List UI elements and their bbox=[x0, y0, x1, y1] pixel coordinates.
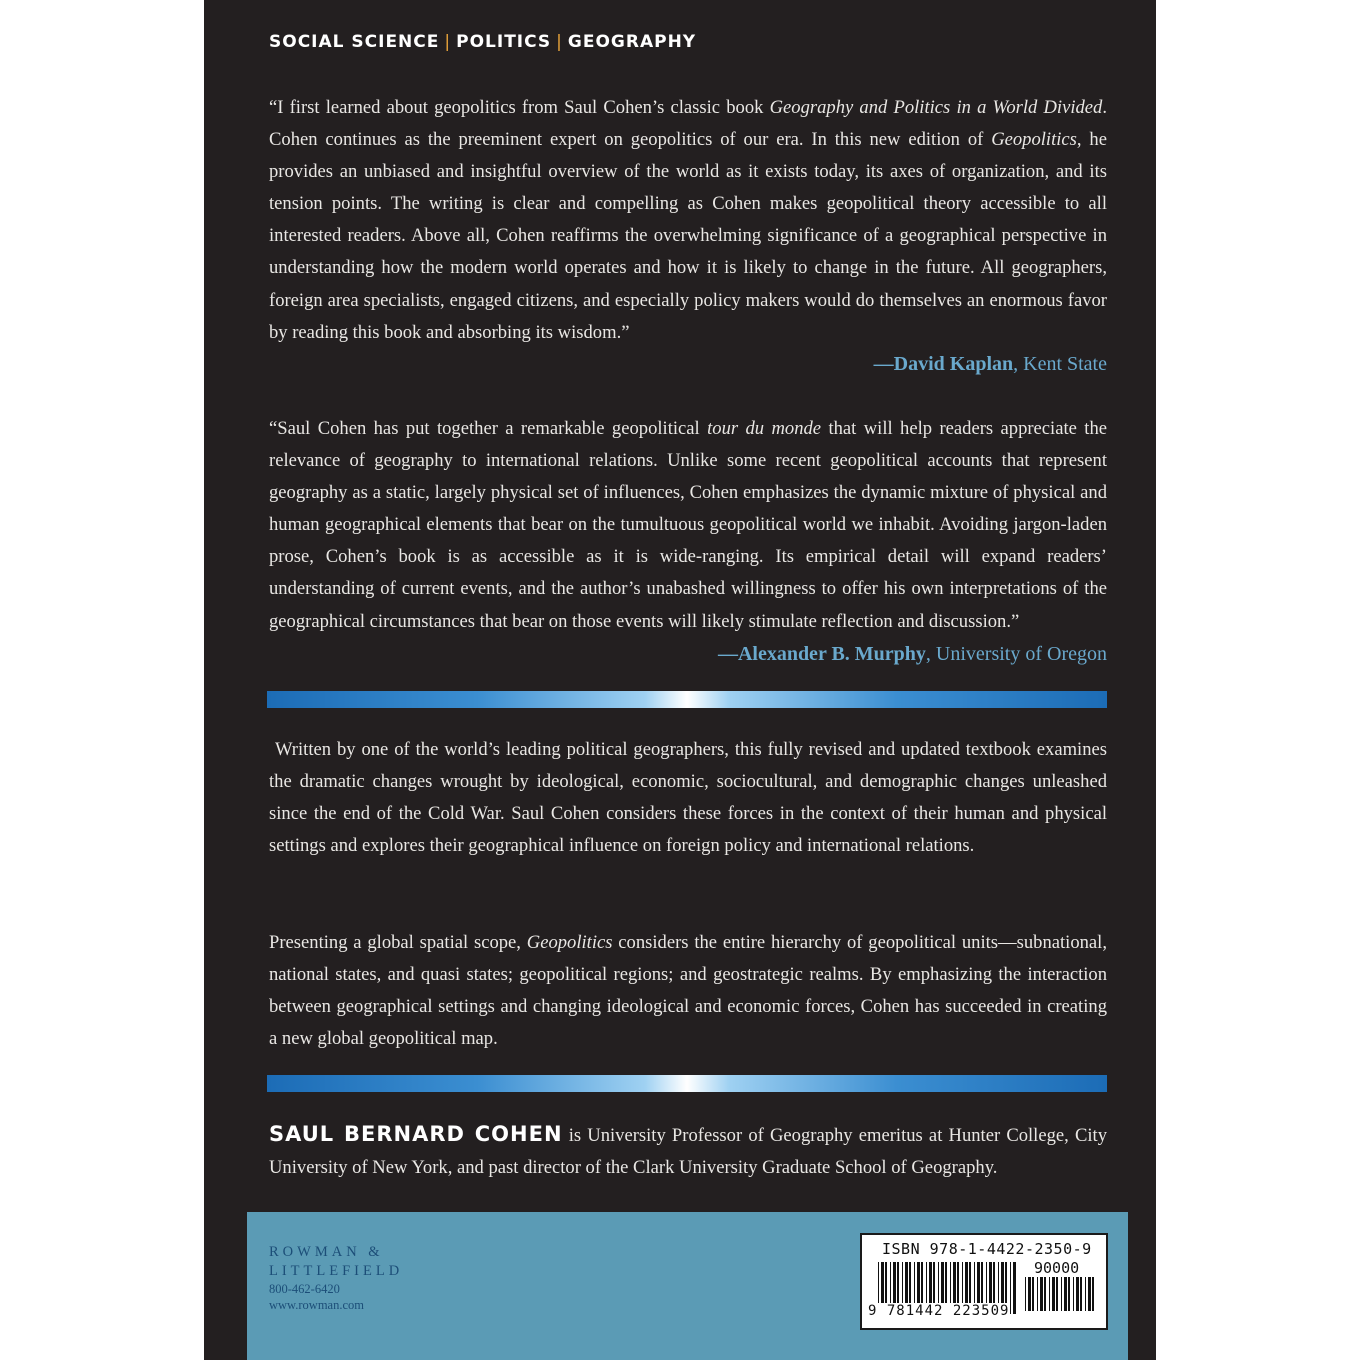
publisher-website: www.rowman.com bbox=[269, 1298, 365, 1312]
divider-gradient-bar bbox=[267, 691, 1107, 708]
price-code: 90000 bbox=[1034, 1259, 1080, 1277]
description-paragraph-2: Presenting a global spatial scope, Geopolitics considers the entire hierarchy of geopolitical units—subnational, national states, and quasi states; geopolitical regions; and geostrategic realms. By emphasizing the interaction between geographical settings and changing ideological and economic forces, Cohen has succeeded in creating a new global geopolitical map. bbox=[269, 932, 1107, 1050]
category-politics: POLITICS bbox=[456, 32, 552, 52]
endorsement-murphy: “Saul Cohen has put together a remarkable geopolitical tour du monde that will help readers appreciate the relevance of geography to international relations. Unlike some recent geopolitical accounts that represent geography as a static, largely physical set of influences, Cohen emphasizes the dynamic mixture of physical and human geographical elements that bear on the tumultuous geopolitical world we inhabit. Avoiding jargon-laden prose, Cohen’s book is as accessible as it is wide-ranging. Its empirical detail will expand readers’ understanding of current events, and the author’s unabashed willingness to offer his own interpretations of the geographical circumstances that bear on those events will likely stimulate reflection and discussion.” —Alexander B. Murphy, University of Oregon bbox=[269, 413, 1107, 670]
publisher-info bbox=[269, 1243, 403, 1313]
category-separator: | bbox=[556, 32, 563, 52]
attribution-kaplan: —David Kaplan, Kent State bbox=[873, 353, 1107, 375]
publisher-name-line2: LITTLEFIELD bbox=[269, 1263, 404, 1279]
category-social-science: SOCIAL SCIENCE bbox=[269, 32, 440, 52]
attribution-murphy: —Alexander B. Murphy, University of Oregon bbox=[717, 642, 1107, 665]
category-geography: GEOGRAPHY bbox=[567, 32, 697, 52]
isbn-barcode bbox=[860, 1233, 1108, 1330]
description-paragraph-1: Written by one of the world’s leading political geographers, this fully revised and updated textbook examines the dramatic changes wrought by ideological, economic, sociocultural, and demographic changes unleashed since the end of the Cold War. Saul Cohen considers these forces in the context of their human and physical settings and explores their geographical influence on foreign policy and international relations. bbox=[269, 739, 1107, 857]
category-line bbox=[269, 32, 696, 52]
book-title-ref: Geography and Politics in a World Divided bbox=[769, 97, 1103, 118]
publisher-footer bbox=[247, 1212, 1128, 1360]
book-title-ref: Geopolitics bbox=[526, 932, 613, 953]
foreign-phrase: tour du monde bbox=[707, 418, 822, 439]
endorsement-kaplan: “I first learned about geopolitics from Saul Cohen’s classic book Geography and Politics in a World Divided. Cohen continues as the preeminent expert on geopolitics of our era. In this new edition of Geopolitics, he provides an unbiased and insightful overview of the world as it exists today, its axes of organization, and its tension points. The writing is clear and compelling as Cohen makes geopolitical theory accessible to all interested readers. Above all, Cohen reaffirms the overwhelming significance of a geographical perspective in understanding how the modern world operates and how it is likely to change in the future. All geographers, foreign area specialists, engaged citizens, and especially policy makers would do themselves an enormous favor by reading this book and absorbing its wisdom.” bbox=[269, 97, 1108, 343]
barcode-digits: 9 781442 223509 bbox=[868, 1303, 1010, 1319]
author-name: SAUL BERNARD COHEN bbox=[269, 1122, 563, 1146]
publisher-name-line1: ROWMAN & bbox=[269, 1244, 384, 1260]
publisher-phone: 800-462-6420 bbox=[269, 1282, 340, 1296]
author-bio: SAUL BERNARD COHEN is University Professor of Geography emeritus at Hunter College, City University of New York, and past director of the Clark University Graduate School of Geography. bbox=[269, 1122, 1107, 1179]
divider-gradient-bar bbox=[267, 1075, 1107, 1092]
book-title-ref: Geopolitics bbox=[991, 129, 1077, 151]
isbn-text: ISBN 978-1-4422-2350-9 bbox=[882, 1240, 1092, 1258]
category-separator: | bbox=[444, 32, 452, 52]
back-cover bbox=[204, 0, 1156, 1360]
